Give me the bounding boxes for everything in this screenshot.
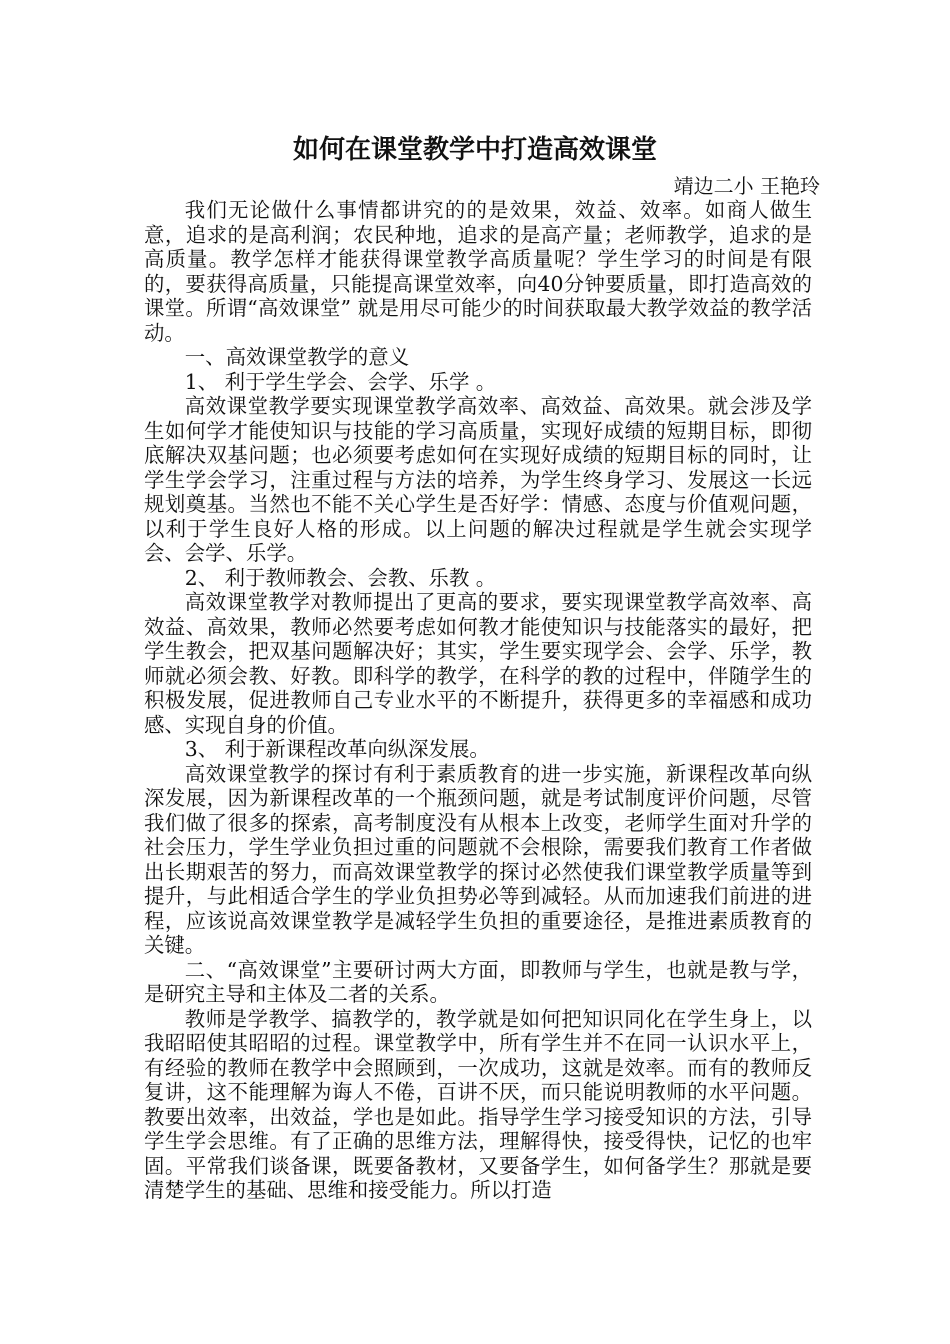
subheading-3: 3、 利于新课程改革向纵深发展。 [184, 737, 490, 761]
document-body [144, 198, 812, 1203]
subheading-2: 2、 利于教师教会、会教、乐教 。 [184, 565, 497, 590]
section-heading-1: 一、高效课堂教学的意义 [184, 345, 410, 369]
document-title: 如何在课堂教学中打造高效课堂 [292, 135, 657, 165]
document-author: 靖边二小 王艳玲 [673, 174, 820, 198]
section-heading-2: 二、“高效课堂”主要研讨两大方面，即教师与学生，也就是教与学，是研究主导和主体及二者的关系。 [144, 957, 812, 1006]
paragraph: 教师是学教学、搞教学的，教学就是如何把知识同化在学生身上，以我昭昭使其昭昭的过程。课堂教学中，所有学生并不在同一认识水平上，有经验的教师在教学中会照顾到，一次成功，这就是效率。而有的教师反复讲，这不能理解为诲人不倦，百讲不厌，而只能说明教师的水平问题。教要出效率，出效益，学也是如此。指导学生学习接受知识的方法，引导学生学会思维。有了正确的思维方法，理解得快，接受得快，记忆的也牢固。平常我们谈备课，既要备教材，又要备学生，如何备学生？那就是要清楚学生的基础、思维和接受能力。所以打造 [144, 1006, 812, 1202]
paragraph: 高效课堂教学的探讨有利于素质教育的进一步实施，新课程改革向纵深发展，因为新课程改革的一个瓶颈问题，就是考试制度评价问题，尽管我们做了很多的探索，高考制度没有从根本上改变，老师学生面对升学的社会压力，学生学业负担过重的问题就不会根除，需要我们教育工作者做出长期艰苦的努力，而高效课堂教学的探讨必然使我们课堂教学质量等到提升，与此相适合学生的学业负担势必等到减轻。从而加速我们前进的进程，应该说高效课堂教学是减轻学生负担的重要途径，是推进素质教育的关键。 [144, 761, 812, 957]
paragraph: 高效课堂教学要实现课堂教学高效率、高效益、高效果。就会涉及学生如何学才能使知识与技能的学习高质量，实现好成绩的短期目标，即彻底解决双基问题；也必须要考虑如何在实现好成绩的短期目标的同时，让学生学会学习，注重过程与方法的培养，为学生终身学习、发展这一长远规划奠基。当然也不能不关心学生是否好学：情感、态度与价值观问题，以利于学生良好人格的形成。以上问题的解决过程就是学生就会实现学会、会学、乐学。 [144, 394, 812, 565]
subheading-1: 1、 利于学生学会、会学、乐学 。 [184, 369, 497, 394]
paragraph-intro: 我们无论做什么事情都讲究的的是效果，效益、效率。如商人做生意，追求的是高利润；农民种地，追求的是高产量；老师教学，追求的是高质量。教学怎样才能获得课堂教学高质量呢？学生学习的时间是有限的，要获得高质量，只能提高课堂效率，向40分钟要质量，即打造高效的课堂。所谓“高效课堂” 就是用尽可能少的时间获取最大教学效益的教学活动。 [144, 198, 812, 345]
paragraph: 高效课堂教学对教师提出了更高的要求，要实现课堂教学高效率、高效益、高效果，教师必然要考虑如何教才能使知识与技能落实的最好，把学生教会，把双基问题解决好；其实，学生要实现学会、会学、乐学，教师就必须会教、好教。即科学的教学，在科学的教的过程中，伴随学生的积极发展，促进教师自己专业水平的不断提升，获得更多的幸福感和成功感、实现自身的价值。 [144, 590, 812, 737]
